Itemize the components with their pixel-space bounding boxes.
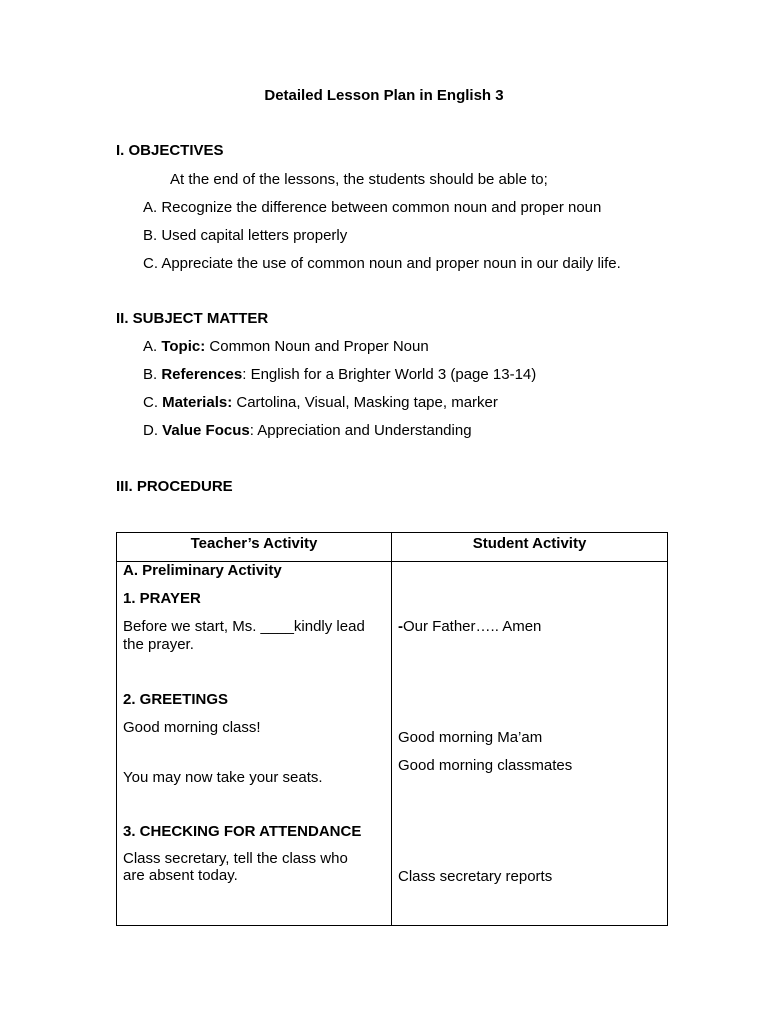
prayer-response-text: Our Father….. Amen — [403, 618, 542, 635]
subject-matter-heading: II. SUBJECT MATTER — [116, 310, 269, 327]
prayer-instruction-line1: Before we start, Ms. ____kindly lead — [123, 618, 365, 635]
attendance-response: Class secretary reports — [398, 868, 553, 885]
objective-item-a: A. Recognize the difference between common noun and proper noun — [143, 199, 602, 216]
greeting-response-classmates: Good morning classmates — [398, 757, 573, 774]
subject-item-value-focus — [143, 422, 472, 440]
procedure-table — [116, 532, 668, 926]
greeting-line: Good morning class! — [123, 719, 261, 736]
table-header-row — [117, 533, 668, 562]
student-activity-cell — [392, 562, 668, 926]
objective-item-b: B. Used capital letters properly — [143, 227, 348, 244]
objectives-heading: I. OBJECTIVES — [116, 142, 224, 159]
greetings-heading: 2. GREETINGS — [123, 691, 229, 708]
preliminary-activity-heading: A. Preliminary Activity — [123, 562, 282, 579]
student-activity-header: Student Activity — [392, 533, 668, 562]
subject-item-label: References — [161, 366, 243, 383]
teacher-activity-header: Teacher’s Activity — [117, 533, 392, 562]
prayer-response — [398, 618, 541, 636]
attendance-instruction-line1: Class secretary, tell the class who — [123, 850, 348, 867]
subject-item-value: Common Noun and Proper Noun — [205, 338, 429, 355]
subject-item-label: Topic: — [161, 338, 206, 355]
attendance-heading: 3. CHECKING FOR ATTENDANCE — [123, 823, 362, 840]
attendance-instruction-line2: are absent today. — [123, 867, 238, 884]
objective-item-c: C. Appreciate the use of common noun and proper noun in our daily life. — [143, 255, 621, 272]
seats-line: You may now take your seats. — [123, 769, 323, 786]
subject-item-topic — [143, 338, 429, 356]
subject-item-label: Value Focus — [162, 422, 250, 439]
subject-item-prefix: A. — [143, 338, 162, 355]
prayer-heading: 1. PRAYER — [123, 590, 201, 607]
subject-item-value: Cartolina, Visual, Masking tape, marker — [232, 394, 498, 411]
objectives-intro: At the end of the lessons, the students should be able to; — [170, 171, 548, 188]
subject-item-prefix: B. — [143, 366, 162, 383]
prayer-instruction-line2: the prayer. — [123, 636, 194, 653]
procedure-heading: III. PROCEDURE — [116, 478, 233, 495]
subject-item-references — [143, 366, 536, 384]
teacher-activity-cell — [117, 562, 392, 926]
subject-item-value: : Appreciation and Understanding — [249, 422, 472, 439]
subject-item-prefix: D. — [143, 422, 163, 439]
subject-item-value: : English for a Brighter World 3 (page 13-14) — [242, 366, 537, 383]
page-title: Detailed Lesson Plan in English 3 — [264, 87, 504, 104]
subject-item-prefix: C. — [143, 394, 163, 411]
subject-item-materials — [143, 394, 498, 412]
subject-item-label: Materials: — [162, 394, 233, 411]
prayer-response-dash: - — [398, 618, 403, 635]
table-row — [117, 562, 668, 926]
greeting-response-teacher: Good morning Ma’am — [398, 729, 543, 746]
